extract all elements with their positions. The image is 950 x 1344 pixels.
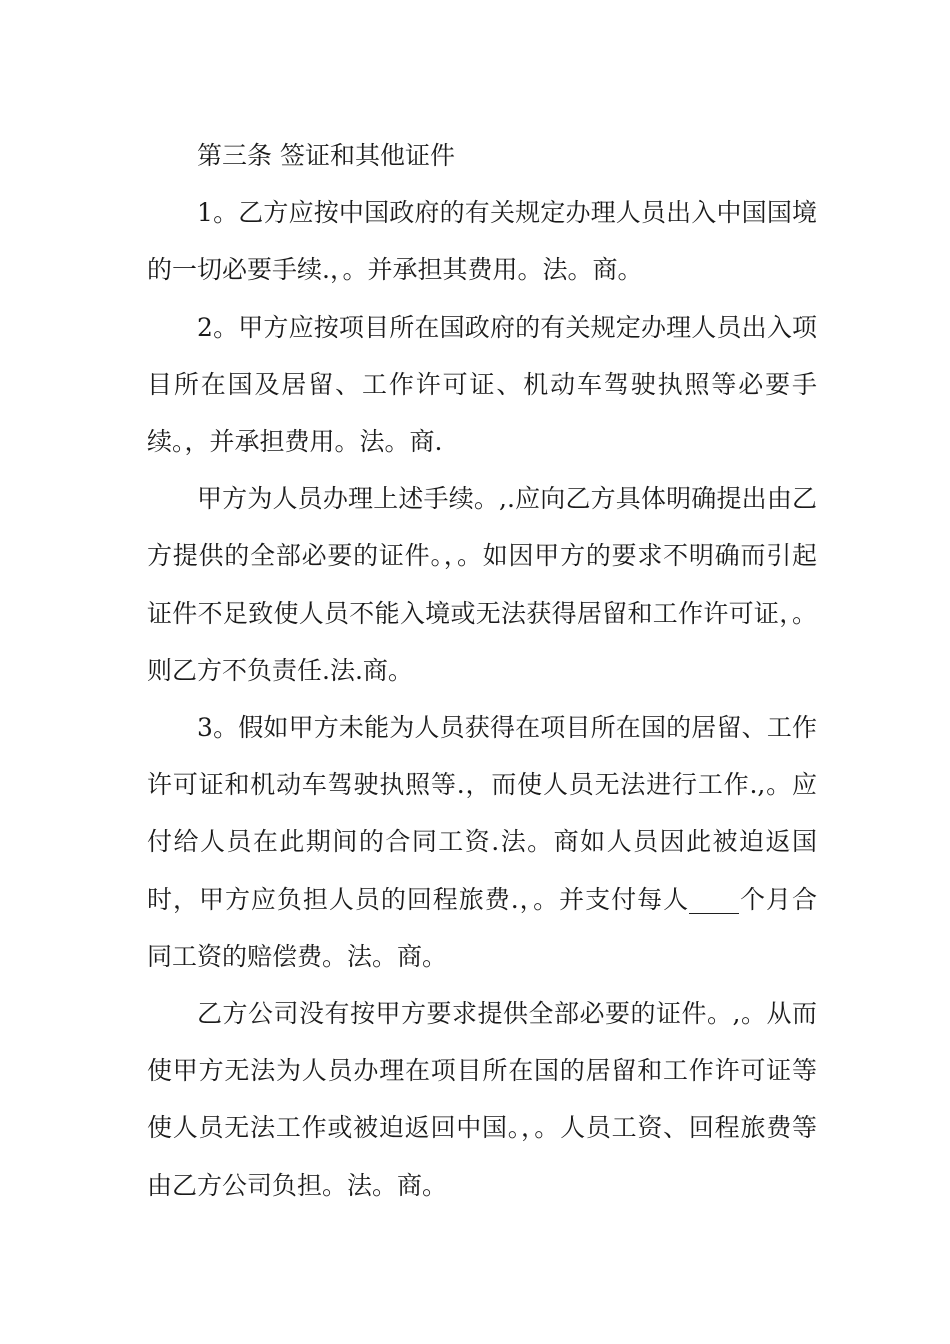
article-heading: 第三条 签证和其他证件 (197, 141, 455, 170)
paragraph-2: 2。甲方应按项目所在国政府的有关规定办理人员出入项目所在国及居留、工作许可证、机动车驾驶执照等必要手续。，并承担费用。法。商. (147, 312, 817, 457)
paragraph-5: 乙方公司没有按甲方要求提供全部必要的证件。,。从而使甲方无法为人员办理在项目所在国的居留和工作许可证等使人员无法工作或被迫返回中国。，。人员工资、回程旅费等由乙方公司负担。法。商。 (147, 999, 817, 1200)
paragraph-3: 甲方为人员办理上述手续。,.应向乙方具体明确提出由乙方提供的全部必要的证件。，。如因甲方的要求不明确而引起证件不足致使人员不能入境或无法获得居留和工作许可证，。则乙方不负责任.法.商。 (147, 484, 817, 685)
document-body (147, 127, 817, 1214)
paragraph-4: 3。假如甲方未能为人员获得在项目所在国的居留、工作许可证和机动车驾驶执照等.，而使人员无法进行工作.,。应付给人员在此期间的合同工资.法。商如人员因此被迫返国时，甲方应负担人员的回程旅费.，。并支付每人____个月合同工资的赔偿费。法。商。 (147, 713, 817, 971)
paragraph-1: 1。乙方应按中国政府的有关规定办理人员出入中国国境的一切必要手续.，。并承担其费用。法。商。 (147, 198, 817, 285)
